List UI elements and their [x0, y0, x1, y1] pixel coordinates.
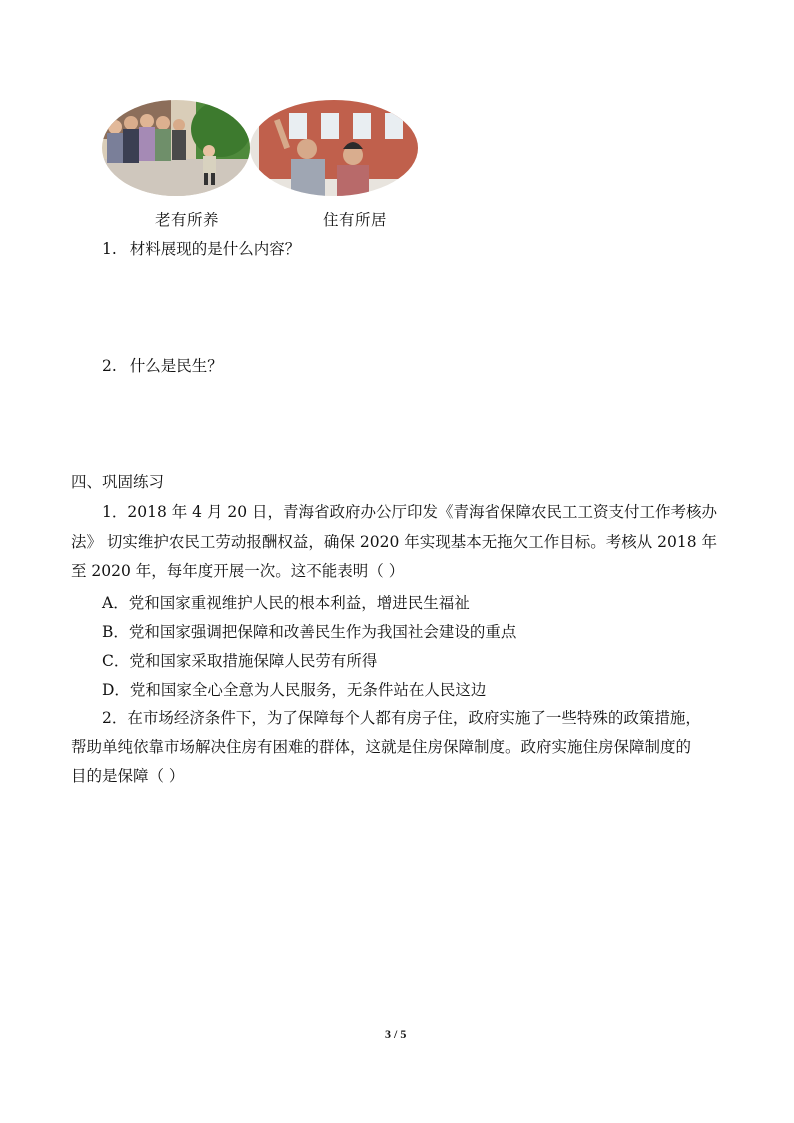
- material-question-1: [102, 235, 300, 264]
- exercise-1-option-b: B．党和国家强调把保障和改善民生作为我国社会建设的重点: [102, 623, 517, 641]
- exercise-1-line-3: 至 2020 年，每年度开展一次。这不能表明（ ）: [71, 562, 405, 580]
- exercise-1-option-d: D．党和国家全心全意为人民服务，无条件站在人民这边: [102, 681, 487, 699]
- exercise-2-line-3: 目的是保障（ ）: [71, 767, 185, 785]
- question-text: 什么是民生？: [129, 357, 223, 375]
- exercise-1-line-2: 法》 切实维护农民工劳动报酬权益，确保 2020 年实现基本无拖欠工作目标。考核从 2018 年: [71, 533, 718, 551]
- exercise-1-line-1: 1．2018 年 4 月 20 日，青海省政府办公厅印发《青海省保障农民工工资支付工作考核办: [102, 503, 718, 521]
- question-text: 材料展现的是什么内容？: [129, 240, 301, 258]
- housing-photo: [249, 99, 420, 197]
- exercise-2-line-2: 帮助单纯依靠市场解决住房有困难的群体，这就是住房保障制度。政府实施住房保障制度的: [71, 738, 692, 756]
- image-caption-elderly: 老有所养: [155, 211, 220, 229]
- section-title: 四、巩固练习: [71, 473, 165, 491]
- image-caption-housing: 住有所居: [323, 211, 388, 229]
- exercise-1-option-c: C．党和国家采取措施保障人民劳有所得: [102, 652, 378, 670]
- question-number: 1.: [102, 240, 117, 258]
- exercise-2-line-1: 2．在市场经济条件下，为了保障每个人都有房子住，政府实施了一些特殊的政策措施，: [102, 709, 701, 727]
- exercise-1-option-a: A．党和国家重视维护人民的根本利益，增进民生福祉: [102, 594, 470, 612]
- question-number: 2.: [102, 357, 117, 375]
- material-question-2: [102, 352, 223, 381]
- page-number: 3 / 5: [385, 1027, 407, 1041]
- elderly-care-photo: [101, 99, 251, 197]
